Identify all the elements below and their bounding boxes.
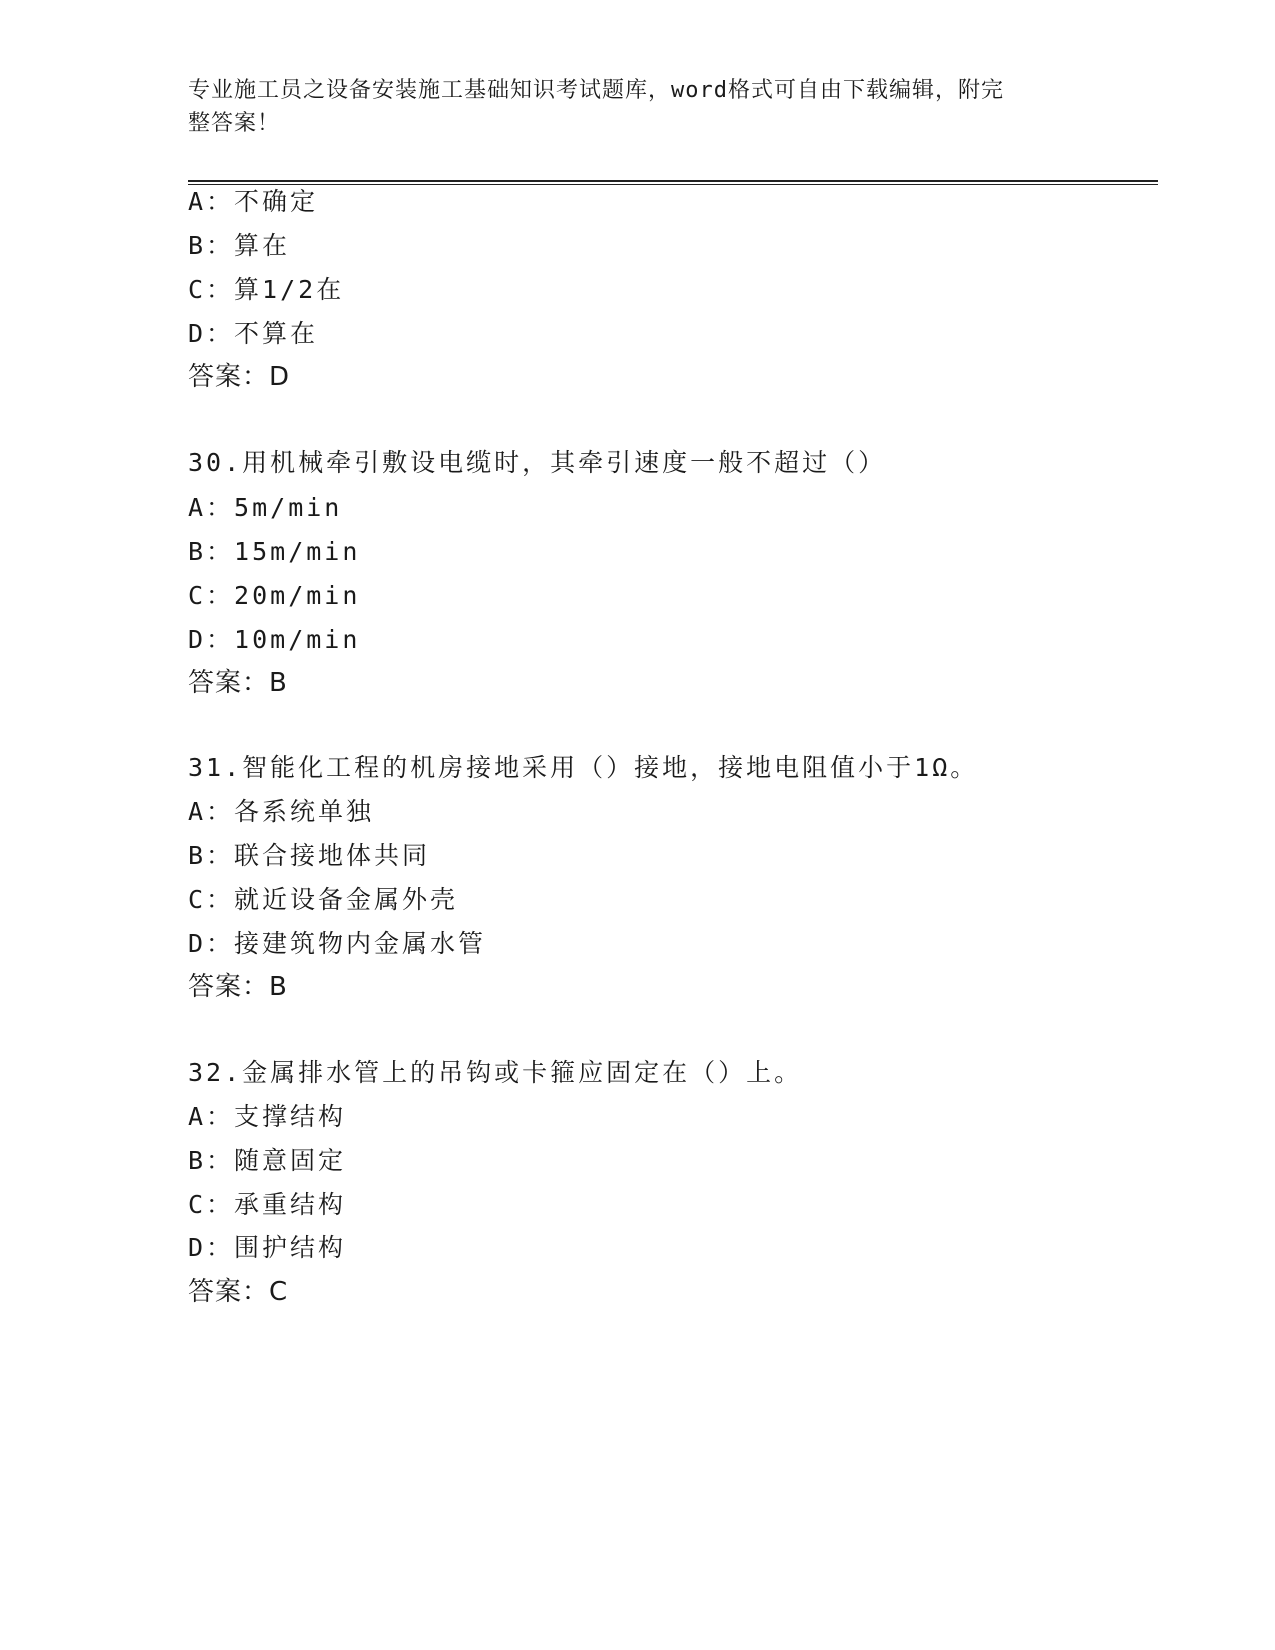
option-d: D：围护结构 <box>188 1233 347 1262</box>
option-a: A：5m/min <box>188 493 343 522</box>
answer: 答案：C <box>188 1277 289 1307</box>
option-c: C：承重结构 <box>188 1190 347 1219</box>
question-stem: 31.智能化工程的机房接地采用（）接地，接地电阻值小于1Ω。 <box>188 753 979 782</box>
question-stem: 30.用机械牵引敷设电缆时，其牵引速度一般不超过（） <box>188 448 887 477</box>
header-divider <box>188 180 1158 185</box>
option-c: C：算1/2在 <box>188 275 345 304</box>
header-title-line-1: 专业施工员之设备安装施工基础知识考试题库，word格式可自由下载编辑，附完 <box>188 78 1004 103</box>
answer: 答案：B <box>188 972 288 1002</box>
option-b: B：联合接地体共同 <box>188 841 431 870</box>
option-a: A：支撑结构 <box>188 1102 347 1131</box>
option-c: C：就近设备金属外壳 <box>188 885 459 914</box>
option-d: D：接建筑物内金属水管 <box>188 929 487 958</box>
option-b: B：算在 <box>188 231 291 260</box>
header-title-line-2: 整答案！ <box>188 111 281 136</box>
question-stem: 32.金属排水管上的吊钩或卡箍应固定在（）上。 <box>188 1058 803 1087</box>
answer: 答案：D <box>188 362 291 392</box>
option-a: A：不确定 <box>188 187 319 216</box>
answer: 答案：B <box>188 668 288 698</box>
option-b: B：随意固定 <box>188 1146 347 1175</box>
document-header <box>188 74 1088 140</box>
option-c: C：20m/min <box>188 581 361 610</box>
option-a: A：各系统单独 <box>188 797 375 826</box>
option-b: B：15m/min <box>188 537 361 566</box>
option-d: D：不算在 <box>188 319 319 348</box>
option-d: D：10m/min <box>188 625 361 654</box>
